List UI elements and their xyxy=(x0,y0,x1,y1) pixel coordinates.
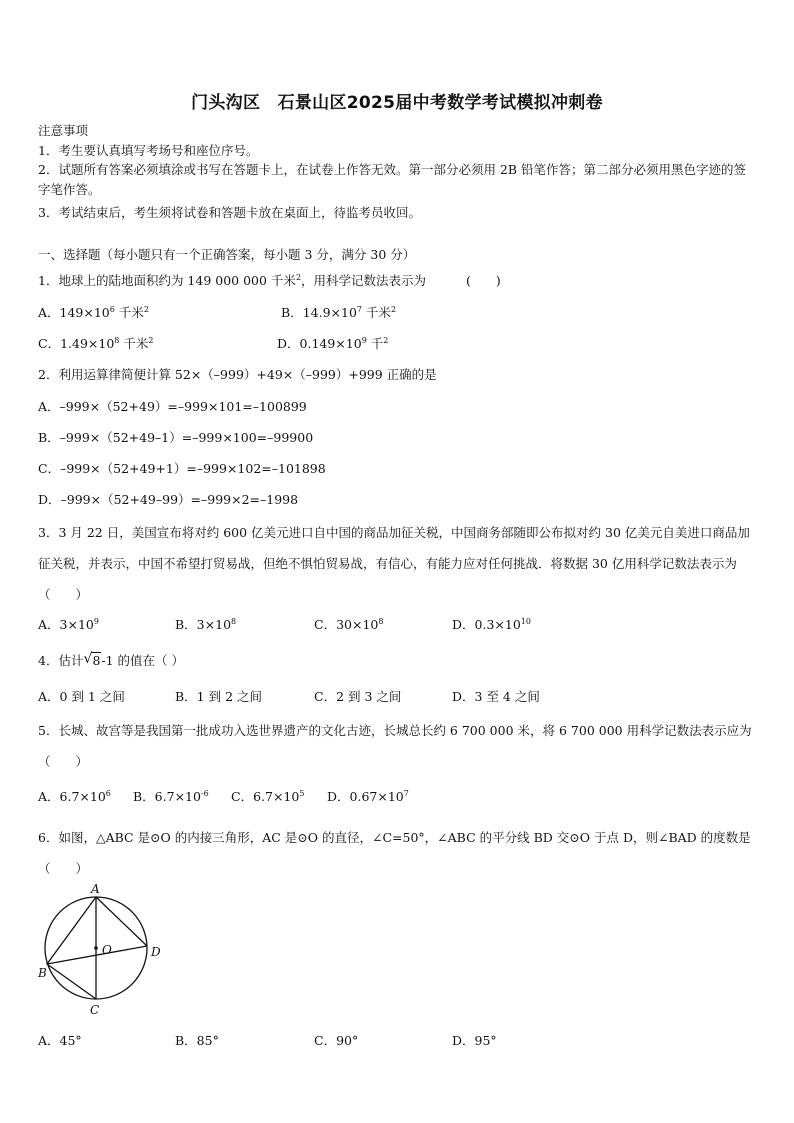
question-5-option-d[interactable]: D．$0.67\times 10^7$ xyxy=(327,789,409,804)
question-4-option-b[interactable]: B．1 到 2 之间 xyxy=(175,689,263,704)
question-3-option-a[interactable]: A．$3\times 10^9$ xyxy=(38,617,99,632)
center-dot xyxy=(94,946,98,950)
question-5-stem: 5．长城、故宫等是我国第一批成功入选世界遗产的文化古迹，长城总长约 6 700 000 米，将 6 700 000 用科学记数法表示应为（ ） xyxy=(38,723,752,769)
triangle-sides-ab-bc xyxy=(47,897,96,999)
notice-item-1: 1．考生要认真填写考场号和座位序号。 xyxy=(38,143,259,158)
question-1-stem: 1．地球上的陆地面积约为 149 000 000 千米$^2$，用科学记数法表示为 ( ) xyxy=(38,273,501,288)
section-heading: 一、选择题（每小题只有一个正确答案，每小题 3 分，满分 30 分） xyxy=(38,247,416,262)
question-1-option-a[interactable]: A．$149\times 10^6$ 千米$^2$ xyxy=(38,305,149,320)
label-a: A xyxy=(91,882,100,896)
sqrt-symbol: √ 8 xyxy=(83,651,101,668)
question-3-option-b[interactable]: B．$3\times 10^8$ xyxy=(175,617,237,632)
notice-heading: 注意事项 xyxy=(38,123,89,138)
question-2-option-d[interactable]: D．–999×（52+49–99）=–999×2=–1998 xyxy=(38,492,299,507)
question-3-option-d[interactable]: D．$0.3\times 10^{10}$ xyxy=(452,617,531,632)
question-2-option-c[interactable]: C．–999×（52+49+1）=–999×102=–101898 xyxy=(38,461,326,476)
question-6-option-a[interactable]: A．45° xyxy=(38,1033,82,1048)
notice-item-3: 3．考试结束后，考生须将试卷和答题卡放在桌面上，待监考员收回。 xyxy=(38,205,421,220)
circle-geometry-figure xyxy=(30,876,180,1021)
question-6-stem: 6．如图，△ABC 是⊙O 的内接三角形，AC 是⊙O 的直径，∠C=50°，∠ABC 的平分线 BD 交⊙O 于点 D，则∠BAD 的度数是（ ） xyxy=(38,830,751,876)
question-5-option-c[interactable]: C．$6.7\times 10^5$ xyxy=(231,789,305,804)
question-2-stem: 2．利用运算律简便计算 52×（–999）+49×（–999）+999 正确的是 xyxy=(38,367,437,382)
notice-item-2: 2．试题所有答案必须填涂或书写在答题卡上，在试卷上作答无效。第一部分必须用 2B 铅笔作答；第二部分必须用黑色字迹的签字笔作答。 xyxy=(38,162,747,197)
question-1-option-b[interactable]: B．$14.9\times 10^7$ 千米$^2$ xyxy=(281,305,397,320)
question-4-option-a[interactable]: A．0 到 1 之间 xyxy=(38,689,125,704)
question-6-option-d[interactable]: D．95° xyxy=(452,1033,497,1048)
question-1-option-d[interactable]: D．$0.149\times 10^9$ 千$^2$ xyxy=(277,336,389,351)
question-4-option-d[interactable]: D．3 至 4 之间 xyxy=(452,689,540,704)
label-d: D xyxy=(151,945,161,959)
question-2-option-b[interactable]: B．–999×（52+49–1）=–999×100=–99900 xyxy=(38,430,314,445)
question-4-option-c[interactable]: C．2 到 3 之间 xyxy=(314,689,402,704)
label-c: C xyxy=(90,1003,100,1017)
label-b: B xyxy=(38,966,47,980)
question-5-option-a[interactable]: A．$6.7\times 10^6$ xyxy=(38,789,111,804)
question-1-option-c[interactable]: C．$1.49\times 10^8$ 千米$^2$ xyxy=(38,336,154,351)
question-6-option-c[interactable]: C．90° xyxy=(314,1033,359,1048)
question-4-stem: 4．估计 √ 8-1 的值在（ ） xyxy=(38,651,185,668)
label-o: O xyxy=(102,943,112,957)
question-6-option-b[interactable]: B．85° xyxy=(175,1033,219,1048)
question-3-stem: 3．3 月 22 日，美国宣布将对约 600 亿美元进口自中国的商品加征关税，中国商务部随即公布拟对约 30 亿美元自美进口商品加征关税，并表示，中国不希望打贸易战，但绝不惧怕贸易战，有信心，有能力应对任何挑战．将数据 30 亿用科学记数法表示为（ ） xyxy=(38,525,750,602)
question-2-option-a[interactable]: A．–999×（52+49）=–999×101=–100899 xyxy=(38,399,307,414)
page-title: 门头沟区 石景山区2025届中考数学考试模拟冲刺卷 xyxy=(191,93,603,113)
question-5-option-b[interactable]: B．$6.7\times 10^{-6}$ xyxy=(133,789,209,804)
question-3-option-c[interactable]: C．$30\times 10^8$ xyxy=(314,617,384,632)
